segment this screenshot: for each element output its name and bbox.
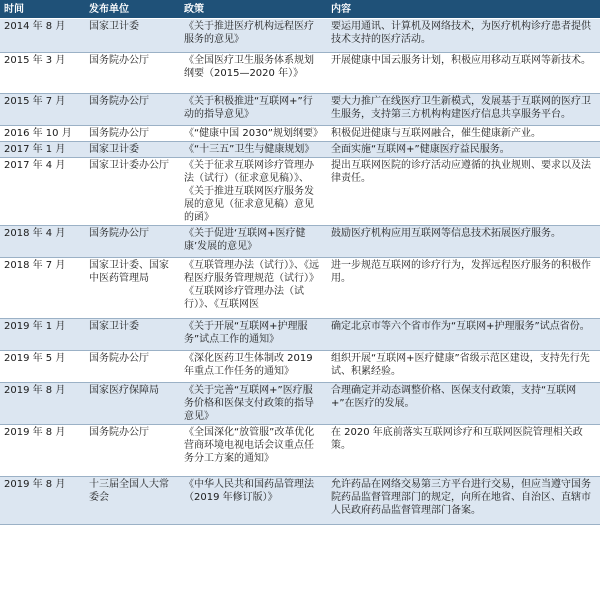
- row-dept: 国务院办公厅: [85, 351, 180, 383]
- row-time: 2018 年 7 月: [0, 258, 85, 319]
- row-policy: 《全国医疗卫生服务体系规划纲要（2015—2020 年）》: [180, 53, 327, 94]
- row-time: 2016 年 10 月: [0, 126, 85, 142]
- row-dept: 国务院办公厅: [85, 94, 180, 126]
- table-row: [0, 477, 600, 525]
- row-content: 要大力推广在线医疗卫生新模式，发展基于互联网的医疗卫生服务，支持第三方机构构建医疗信息共享服务平台。: [327, 94, 600, 126]
- row-content: 在 2020 年底前落实互联网诊疗和互联网医院管理相关政策。: [327, 425, 600, 477]
- header-time: 时间: [0, 0, 85, 19]
- row-dept: 国务院办公厅: [85, 226, 180, 258]
- row-time: 2019 年 1 月: [0, 319, 85, 351]
- table-row: [0, 383, 600, 425]
- row-policy: 《互联管理办法（试行）》、《远程医疗服务管理规范（试行）》《互联网诊疗管理办法（试行）》、《互联网医: [180, 258, 327, 319]
- table-row: [0, 351, 600, 383]
- row-dept: 国家卫计委、国家中医药管理局: [85, 258, 180, 319]
- row-time: 2019 年 8 月: [0, 477, 85, 525]
- row-content: 鼓励医疗机构应用互联网等信息技术拓展医疗服务。: [327, 226, 600, 258]
- row-time: 2018 年 4 月: [0, 226, 85, 258]
- header-content: 内容: [327, 0, 600, 19]
- row-content: 开展健康中国云服务计划，积极应用移动互联网等新技术。: [327, 53, 600, 94]
- row-dept: 国家卫计委: [85, 319, 180, 351]
- row-time: 2015 年 7 月: [0, 94, 85, 126]
- row-content: 组织开展“互联网+医疗健康”省级示范区建设，支持先行先试、积累经验。: [327, 351, 600, 383]
- table-row: [0, 425, 600, 477]
- header-row: [0, 0, 600, 19]
- row-policy: 《关于征求互联网诊疗管理办法（试行）（征求意见稿）》、《关于推进互联网医疗服务发展的意见（征求意见稿）意见的函》: [180, 158, 327, 226]
- header-dept: 发布单位: [85, 0, 180, 19]
- row-time: 2015 年 3 月: [0, 53, 85, 94]
- row-content: 积极促进健康与互联网融合，催生健康新产业。: [327, 126, 600, 142]
- row-time: 2019 年 8 月: [0, 425, 85, 477]
- row-content: 合理确定并动态调整价格、医保支付政策，支持“互联网+”在医疗的发展。: [327, 383, 600, 425]
- row-dept: 国务院办公厅: [85, 425, 180, 477]
- row-content: 确定北京市等六个省市作为“互联网+护理服务”试点省份。: [327, 319, 600, 351]
- row-dept: 十三届全国人大常委会: [85, 477, 180, 525]
- table-row: [0, 94, 600, 126]
- row-content: 要运用通讯、计算机及网络技术，为医疗机构诊疗患者提供技术支持的医疗活动。: [327, 19, 600, 53]
- table-row: [0, 226, 600, 258]
- table-body: [0, 19, 600, 525]
- row-time: 2014 年 8 月: [0, 19, 85, 53]
- row-policy: 《中华人民共和国药品管理法（2019 年修订版）》: [180, 477, 327, 525]
- row-policy: 《“健康中国 2030”规划纲要》: [180, 126, 327, 142]
- row-content: 允许药品在网络交易第三方平台进行交易，但应当遵守国务院药品监督管理部门的规定，向所在地省、自治区、直辖市人民政府药品监督管理部门备案。: [327, 477, 600, 525]
- row-content: 全面实施“互联网+”健康医疗益民服务。: [327, 142, 600, 158]
- row-policy: 《关于积极推进“互联网+”行动的指导意见》: [180, 94, 327, 126]
- table-row: [0, 158, 600, 226]
- row-time: 2017 年 4 月: [0, 158, 85, 226]
- row-dept: 国家卫计委办公厅: [85, 158, 180, 226]
- row-time: 2019 年 8 月: [0, 383, 85, 425]
- row-time: 2019 年 5 月: [0, 351, 85, 383]
- row-dept: 国务院办公厅: [85, 126, 180, 142]
- row-policy: 《关于完善“互联网+”医疗服务价格和医保支付政策的指导意见》: [180, 383, 327, 425]
- row-dept: 国务院办公厅: [85, 53, 180, 94]
- table-row: [0, 319, 600, 351]
- header-policy: 政策: [180, 0, 327, 19]
- row-policy: 《关于推进医疗机构远程医疗服务的意见》: [180, 19, 327, 53]
- row-policy: 《关于促进‘互联网+医疗健康’发展的意见》: [180, 226, 327, 258]
- table-row: [0, 142, 600, 158]
- row-content: 进一步规范互联网的诊疗行为，发挥远程医疗服务的积极作用。: [327, 258, 600, 319]
- row-policy: 《关于开展“互联网+护理服务”试点工作的通知》: [180, 319, 327, 351]
- table-row: [0, 258, 600, 319]
- table-row: [0, 126, 600, 142]
- table-row: [0, 19, 600, 53]
- row-dept: 国家卫计委: [85, 142, 180, 158]
- table-header: [0, 0, 600, 19]
- row-time: 2017 年 1 月: [0, 142, 85, 158]
- row-content: 提出互联网医院的诊疗活动应遵循的执业规则、要求以及法律责任。: [327, 158, 600, 226]
- row-policy: 《“十三五”卫生与健康规划》: [180, 142, 327, 158]
- row-dept: 国家卫计委: [85, 19, 180, 53]
- row-policy: 《全国深化“放管服”改革优化营商环境电视电话会议重点任务分工方案的通知》: [180, 425, 327, 477]
- table-row: [0, 53, 600, 94]
- row-policy: 《深化医药卫生体制改 2019 年重点工作任务的通知》: [180, 351, 327, 383]
- row-dept: 国家医疗保障局: [85, 383, 180, 425]
